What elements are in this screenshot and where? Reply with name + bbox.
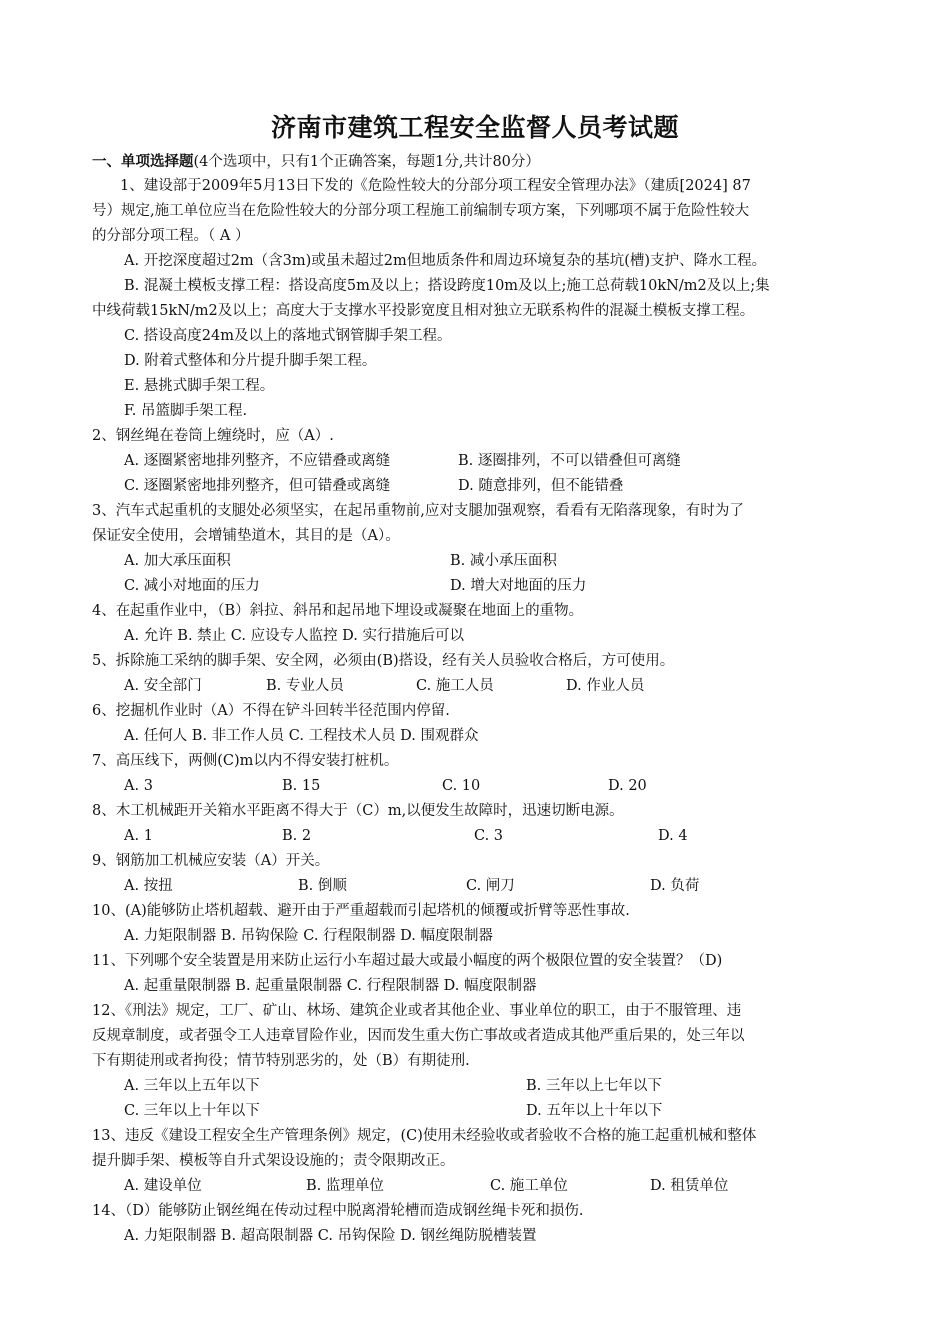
question-8-option-c: C. 3: [474, 828, 504, 844]
question-4-options: A. 允许 B. 禁止 C. 应设专人监控 D. 实行措施后可以: [124, 628, 465, 644]
question-9-option-a: A. 按扭: [124, 878, 173, 894]
question-9-option-c: C. 闸刀: [466, 878, 515, 894]
question-13-line-2: 提升脚手架、模板等自升式架设设施的；责令限期改正。: [92, 1153, 455, 1169]
question-7: 7、高压线下，两侧(C)m以内不得安装打桩机。: [92, 753, 399, 769]
question-1-line-3: 的分部分项工程。（ A ）: [92, 228, 250, 244]
question-13-option-b: B. 监理单位: [306, 1178, 384, 1194]
section-note: (4个选项中，只有1个正确答案，每题1分,共计80分）: [193, 154, 540, 170]
question-13-option-a: A. 建设单位: [124, 1178, 202, 1194]
question-1-line-2: 号）规定,施工单位应当在危险性较大的分部分项工程施工前编制专项方案，下列哪项不属于危险性较大: [92, 203, 750, 219]
question-1-option-b-line-1: B. 混凝土模板支撑工程：搭设高度5m及以上；搭设跨度10m及以上;施工总荷载10kN/m2及以上;集: [124, 278, 770, 294]
question-11-options: A. 起重量限制器 B. 起重量限制器 C. 行程限制器 D. 幅度限制器: [124, 978, 537, 994]
question-12-option-b: B. 三年以上七年以下: [526, 1078, 662, 1094]
question-6-options: A. 任何人 B. 非工作人员 C. 工程技术人员 D. 围观群众: [124, 728, 479, 744]
question-1-option-d: D. 附着式整体和分片提升脚手架工程。: [124, 353, 377, 369]
question-3-option-d: D. 增大对地面的压力: [450, 578, 587, 594]
question-7-option-b: B. 15: [282, 778, 321, 794]
question-1-option-b-line-2: 中线荷载15kN/m2及以上；高度大于支撑水平投影宽度且相对独立无联系构件的混凝土模板支撑工程。: [92, 303, 755, 319]
question-3-option-a: A. 加大承压面积: [124, 553, 231, 569]
question-12-option-c: C. 三年以上十年以下: [124, 1103, 260, 1119]
question-3-line-2: 保证安全使用，会增铺垫道木，其目的是（A）。: [92, 528, 400, 544]
question-2-option-b: B. 逐圈排列，不可以错叠但可离缝: [458, 453, 681, 469]
question-8: 8、木工机械距开关箱水平距离不得大于（C）m,以便发生故障时，迅速切断电源。: [92, 803, 624, 819]
question-14-options: A. 力矩限制器 B. 超高限制器 C. 吊钩保险 D. 钢丝绳防脱槽装置: [124, 1228, 537, 1244]
question-5-option-b: B. 专业人员: [266, 678, 344, 694]
question-14: 14、（D）能够防止钢丝绳在传动过程中脱离滑轮槽而造成钢丝绳卡死和损伤.: [92, 1203, 584, 1219]
question-3-option-c: C. 减小对地面的压力: [124, 578, 260, 594]
page-title: 济南市建筑工程安全监督人员考试题: [270, 113, 679, 142]
question-1-option-e: E. 悬挑式脚手架工程。: [124, 378, 275, 394]
question-7-option-c: C. 10: [442, 778, 481, 794]
question-10-options: A. 力矩限制器 B. 吊钩保险 C. 行程限制器 D. 幅度限制器: [124, 928, 494, 944]
question-5: 5、拆除施工采纳的脚手架、安全网，必须由(B)搭设，经有关人员验收合格后，方可使用。: [92, 653, 675, 669]
question-3-line-1: 3、汽车式起重机的支腿处必须坚实，在起吊重物前,应对支腿加强观察，看看有无陷落现象，有时为了: [92, 503, 744, 519]
question-1-option-c: C. 搭设高度24m及以上的落地式钢管脚手架工程。: [124, 328, 452, 344]
question-2-option-d: D. 随意排列，但不能错叠: [458, 478, 624, 494]
question-12-line-1: 12、《刑法》规定，工厂、矿山、林场、建筑企业或者其他企业、事业单位的职工，由于不服管理、违: [92, 1003, 742, 1019]
question-8-option-d: D. 4: [658, 828, 688, 844]
question-1-option-f: F. 吊篮脚手架工程.: [124, 403, 248, 419]
section-heading: 一、单项选择题: [92, 153, 194, 170]
question-12-option-a: A. 三年以上五年以下: [124, 1078, 260, 1094]
question-5-option-a: A. 安全部门: [124, 678, 202, 694]
question-12-line-2: 反规章制度，或者强令工人违章冒险作业，因而发生重大伤亡事故或者造成其他严重后果的，处三年以: [92, 1028, 745, 1044]
question-2-option-a: A. 逐圈紧密地排列整齐，不应错叠或离缝: [124, 453, 391, 469]
question-11: 11、下列哪个安全装置是用来防止运行小车超过最大或最小幅度的两个极限位置的安全装置？（D): [92, 953, 723, 969]
question-7-option-d: D. 20: [608, 778, 647, 794]
question-1-line-1: 1、建设部于2009年5月13日下发的《危险性较大的分部分项工程安全管理办法》（建质[2024] 87: [120, 178, 751, 194]
question-9-option-b: B. 倒顺: [298, 878, 347, 894]
question-13-option-c: C. 施工单位: [490, 1178, 568, 1194]
question-2-option-c: C. 逐圈紧密地排列整齐，但可错叠或离缝: [124, 478, 391, 494]
question-12-line-3: 下有期徒刑或者拘役；情节特别恶劣的，处（B）有期徒刑.: [92, 1053, 470, 1069]
question-1-option-a: A. 开挖深度超过2m（含3m)或虽未超过2m但地质条件和周边环境复杂的基坑(槽)支护、降水工程。: [124, 253, 767, 269]
question-13-option-d: D. 租赁单位: [650, 1178, 729, 1194]
question-5-option-c: C. 施工人员: [416, 678, 494, 694]
question-9: 9、钢筋加工机械应安装（A）开关。: [92, 853, 330, 869]
question-5-option-d: D. 作业人员: [566, 678, 645, 694]
question-13-line-1: 13、违反《建设工程安全生产管理条例》规定，(C)使用未经验收或者验收不合格的施工起重机械和整体: [92, 1128, 757, 1144]
question-7-option-a: A. 3: [124, 778, 153, 794]
question-8-option-a: A. 1: [124, 828, 153, 844]
question-4: 4、在起重作业中，（B）斜拉、斜吊和起吊地下埋设或凝聚在地面上的重物。: [92, 603, 584, 619]
section-heading-line: [92, 150, 862, 174]
question-12-option-d: D. 五年以上十年以下: [526, 1103, 663, 1119]
question-8-option-b: B. 2: [282, 828, 312, 844]
question-9-option-d: D. 负荷: [650, 878, 700, 894]
question-10: 10、(A)能够防止塔机超载、避开由于严重超载而引起塔机的倾覆或折臂等恶性事故.: [92, 903, 630, 919]
question-2: 2、钢丝绳在卷筒上缠绕时，应（A）.: [92, 428, 334, 444]
question-3-option-b: B. 减小承压面积: [450, 553, 557, 569]
question-6: 6、挖掘机作业时（A）不得在铲斗回转半径范围内停留.: [92, 703, 450, 719]
